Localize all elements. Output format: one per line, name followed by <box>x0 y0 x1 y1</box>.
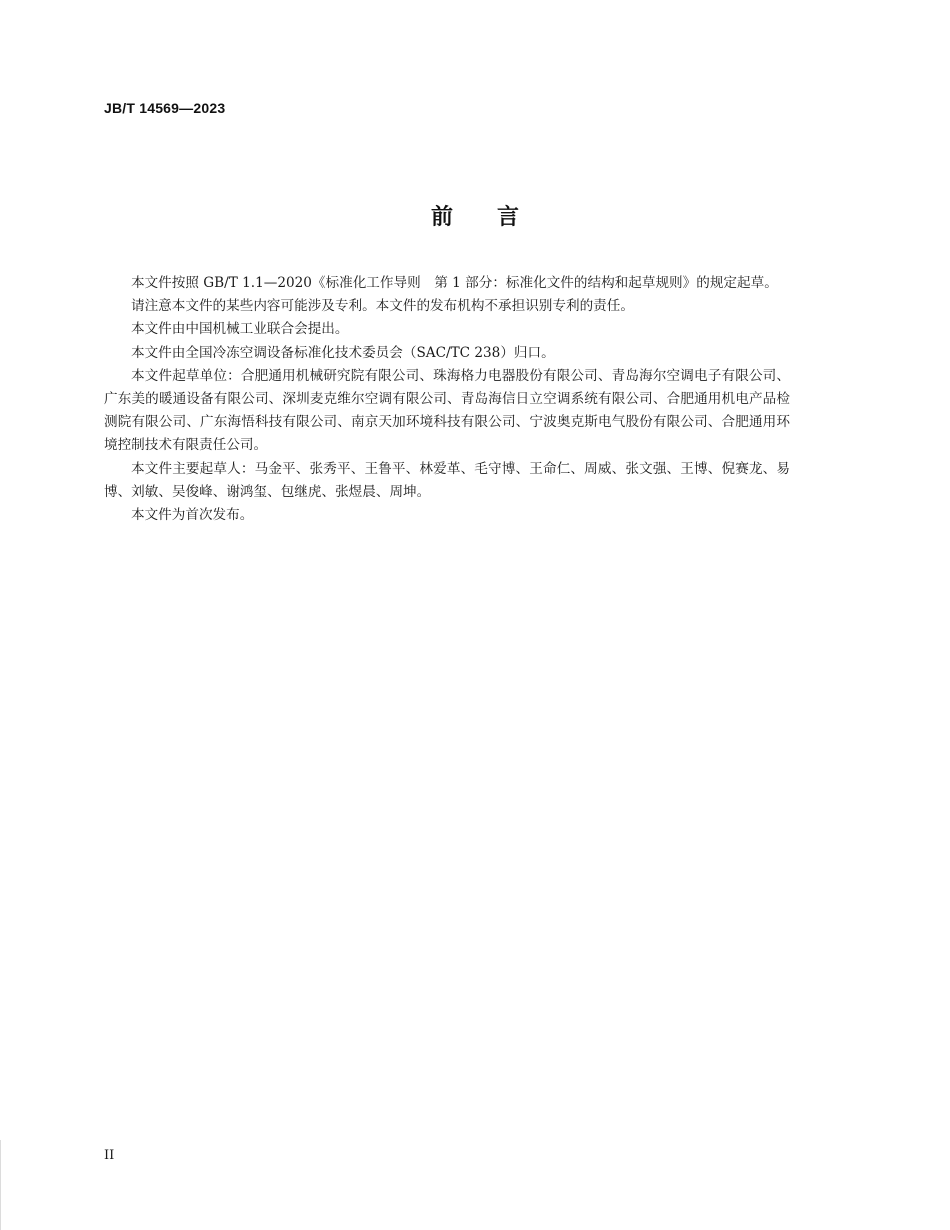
paragraph-technical-committee: 本文件由全国冷冻空调设备标准化技术委员会（SAC/TC 238）归口。 <box>131 344 555 361</box>
page-edge-divider <box>0 1140 1 1230</box>
document-code: JB/T 14569—2023 <box>104 100 226 116</box>
paragraph-first-release: 本文件为首次发布。 <box>131 507 254 524</box>
paragraph-main-drafters: 本文件主要起草人：马金平、张秀平、王鲁平、林爱革、毛守博、王命仁、周威、张文强、王博、倪赛龙、易博、刘敏、吴俊峰、谢鸿玺、包继虎、张煜晨、周坤。 <box>104 460 790 500</box>
foreword-body <box>104 272 790 527</box>
paragraph-drafting-rules: 本文件按照 GB/T 1.1—2020《标准化工作导则 第 1 部分：标准化文件的结构和起草规则》的规定起草。 <box>131 275 778 291</box>
paragraph-drafting-units: 本文件起草单位：合肥通用机械研究院有限公司、珠海格力电器股份有限公司、青岛海尔空调电子有限公司、广东美的暖通设备有限公司、深圳麦克维尔空调有限公司、青岛海信日立空调系统有限公司、合肥通用机电产品检测院有限公司、广东海悟科技有限公司、南京天加环境科技有限公司、宁波奥克斯电气股份有限公司、合肥通用环境控制技术有限责任公司。 <box>104 367 790 454</box>
paragraph-proposer: 本文件由中国机械工业联合会提出。 <box>131 321 349 338</box>
page-title: 前言 <box>430 205 563 230</box>
page-number: II <box>104 1148 115 1163</box>
paragraph-patent-notice: 请注意本文件的某些内容可能涉及专利。本文件的发布机构不承担识别专利的责任。 <box>131 298 634 315</box>
